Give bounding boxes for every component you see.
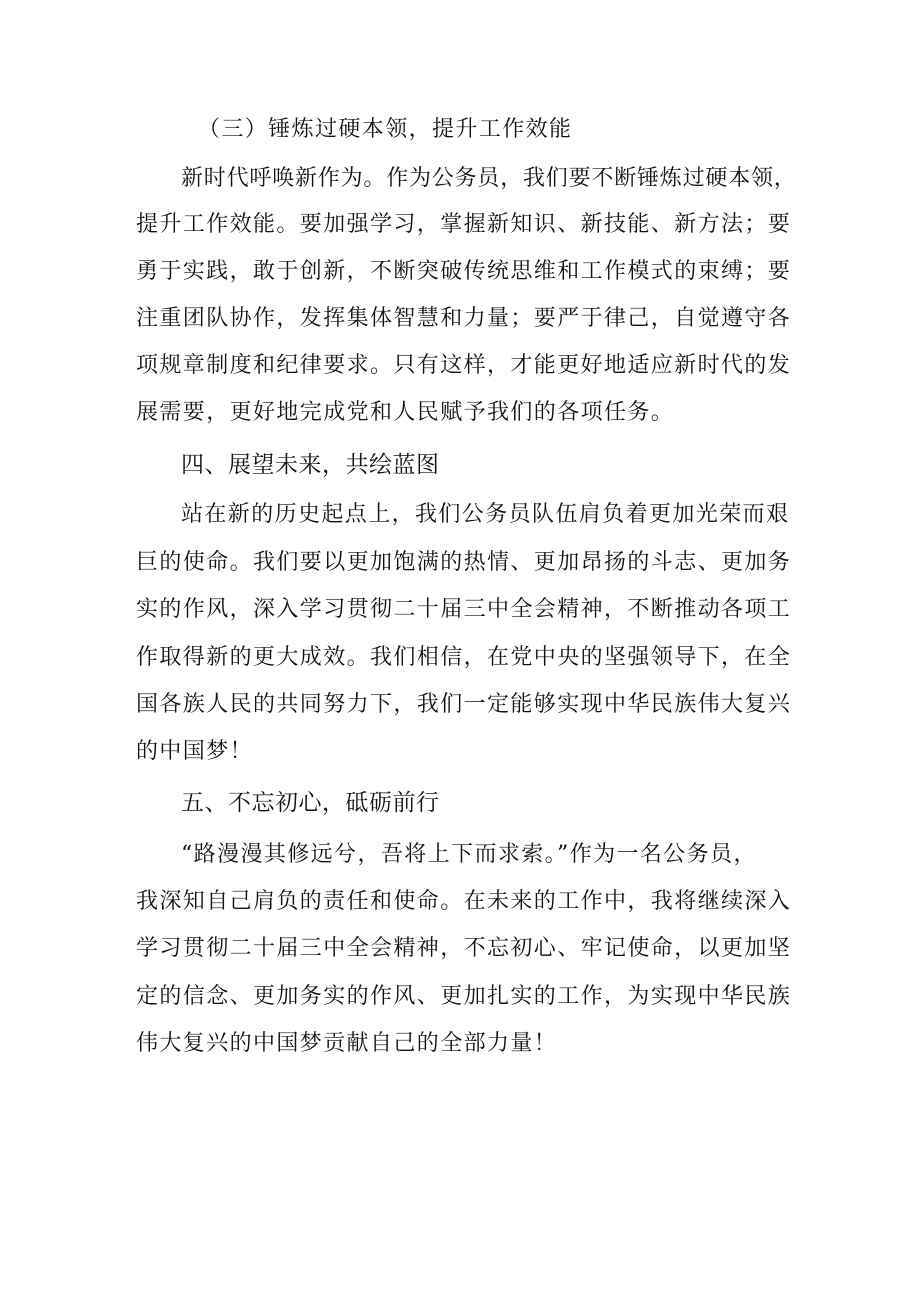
paragraph-line: 新时代呼唤新作为。作为公务员，我们要不断锤炼过硬本领，	[181, 166, 797, 191]
paragraph-line: 提升工作效能。要加强学习，掌握新知识、新技能、新方法；要	[136, 212, 792, 237]
paragraph-line: 学习贯彻二十届三中全会精神，不忘初心、牢记使命，以更加坚	[136, 936, 792, 961]
paragraph-line: 项规章制度和纪律要求。只有这样，才能更好地适应新时代的发	[136, 353, 792, 378]
paragraph-line: 的中国梦！	[136, 739, 254, 764]
paragraph-line: 注重团队协作，发挥集体智慧和力量；要严于律己，自觉遵守各	[136, 306, 792, 331]
section-heading-four: 四、展望未来，共绘蓝图	[181, 452, 440, 478]
subsection-heading-three: （三）锤炼过硬本领，提升工作效能	[198, 117, 573, 142]
paragraph-line: 伟大复兴的中国梦贡献自己的全部力量！	[136, 1031, 558, 1056]
paragraph-line: 定的信念、更加务实的作风、更加扎实的工作，为实现中华民族	[136, 984, 792, 1009]
paragraph-line: 国各族人民的共同努力下，我们一定能够实现中华民族伟大复兴	[136, 692, 792, 717]
paragraph-line: 作取得新的更大成效。我们相信，在党中央的坚强领导下，在全	[136, 645, 792, 670]
paragraph-line: 我深知自己肩负的责任和使命。在未来的工作中，我将继续深入	[136, 889, 792, 914]
paragraph-line: 展需要，更好地完成党和人民赋予我们的各项任务。	[136, 400, 675, 425]
paragraph-line: “路漫漫其修远兮，吾将上下而求索。”作为一名公务员，	[181, 842, 757, 867]
paragraph-line: 巨的使命。我们要以更加饱满的热情、更加昂扬的斗志、更加务	[136, 550, 792, 575]
paragraph-line: 站在新的历史起点上，我们公务员队伍肩负着更加光荣而艰	[181, 502, 790, 527]
paragraph-line: 实的作风，深入学习贯彻二十届三中全会精神，不断推动各项工	[136, 597, 792, 622]
paragraph-line: 勇于实践，敢于创新，不断突破传统思维和工作模式的束缚；要	[136, 259, 792, 284]
section-heading-five: 五、不忘初心，砥砺前行	[181, 790, 440, 816]
